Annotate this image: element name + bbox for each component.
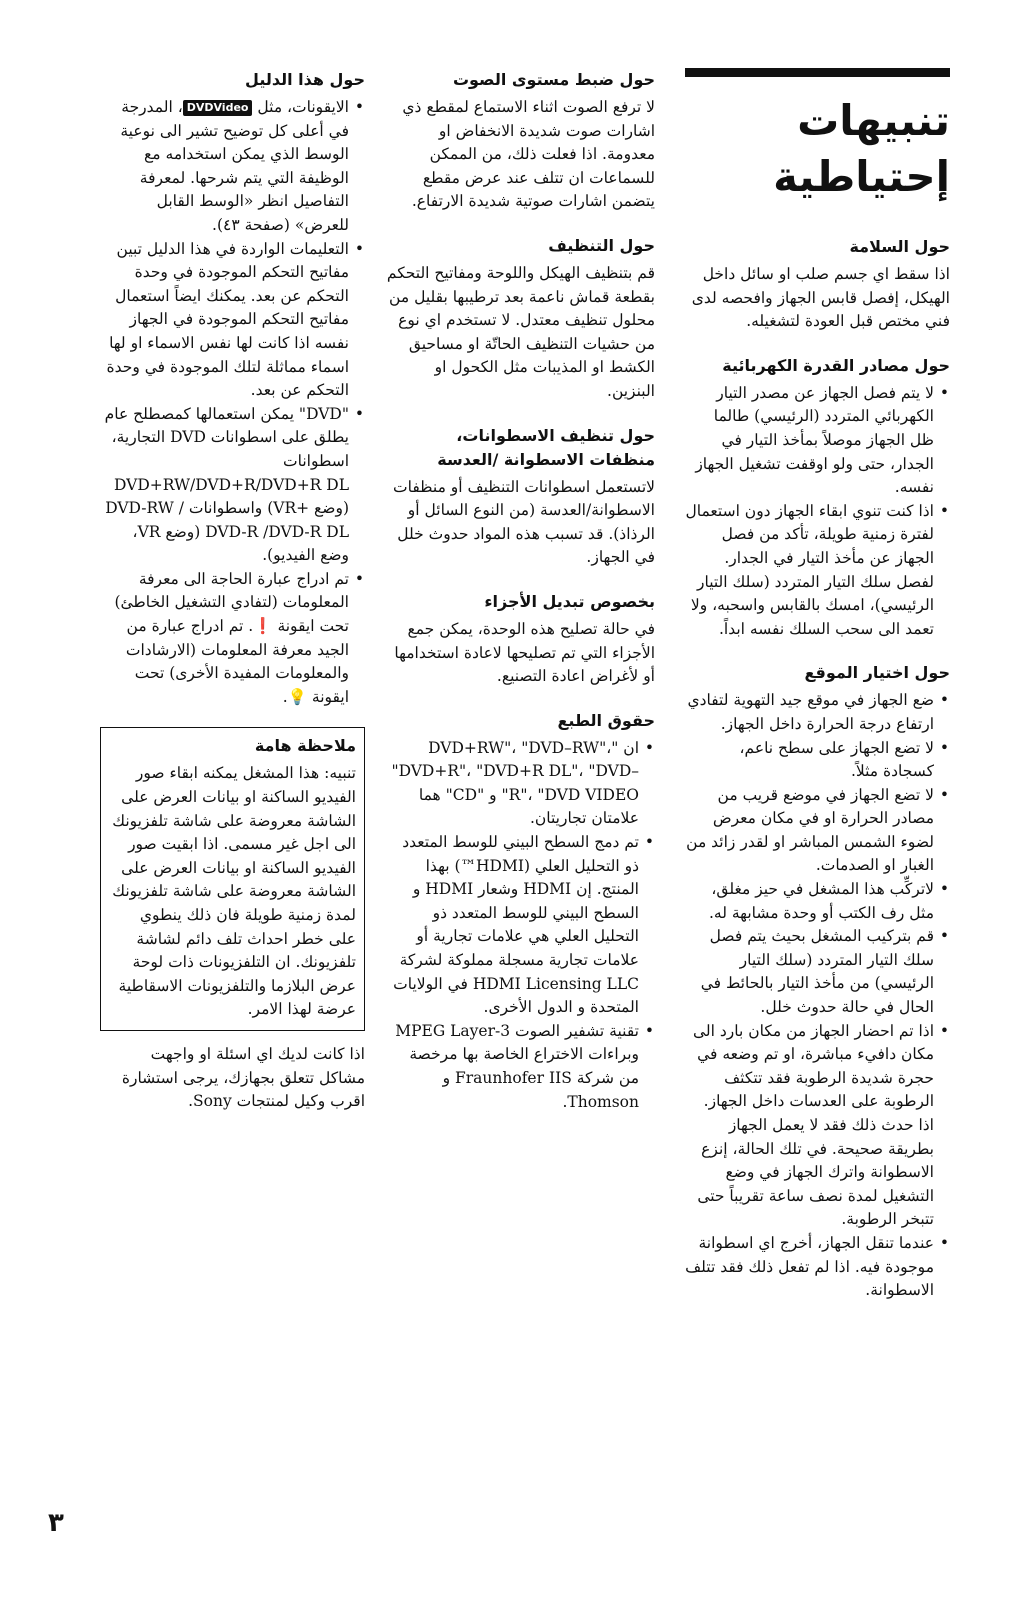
section-volume (385, 68, 655, 214)
disc-cleaning-heading-line1: حول تنظيف الاسطوانات، (456, 425, 655, 445)
section-cleaning (385, 234, 655, 404)
title-rule (685, 68, 950, 77)
guide-item1-post: ، المدرجة في أعلى كل توضيح تشير الى نوعية الوسط الذي يمكن استخدامه مع الوظيفة التي يتم شرحها. لمعرفة التفاصيل انظر «الوسط القابل للعرض» (صفحة ٤٣). (120, 98, 349, 234)
guide-list (100, 96, 365, 709)
list-item: • ان "DVD+RW"، "DVD–RW"، "DVD+R"، "DVD+R DL"، "DVD–R"، "DVD VIDEO" و "CD" هما علامتان تجاريتان. (385, 737, 639, 831)
power-list (685, 382, 950, 642)
column-left (100, 68, 365, 1114)
contact-text: اذا كانت لديك اي اسئلة او واجهت مشاكل تتعلق بجهازك، يرجى استشارة اقرب وكيل لمنتجات Sony. (121, 1044, 365, 1111)
lightbulb-icon: 💡 (287, 687, 307, 706)
disc-cleaning-heading (385, 424, 655, 472)
copyrights-list (385, 737, 655, 1115)
section-guide (100, 68, 365, 709)
important-note-heading: ملاحظة هامة (254, 736, 356, 756)
guide-item1-pre: الايقونات، مثل (257, 98, 349, 116)
parts-heading: بخصوص تبديل الأجزاء (484, 591, 655, 611)
page-title: تنبيهات إحتياطية (773, 96, 950, 201)
list-item: • قم بتركيب المشغل بحيث يتم فصل سلك التيار المتردد (سلك التيار الرئيسي) من مأخذ التيار بالحائط في الحال في حالة حدوث خلل. (685, 925, 934, 1019)
volume-heading: حول ضبط مستوى الصوت (452, 70, 655, 89)
important-note-box (100, 727, 365, 1031)
location-heading: حول اختيار الموقع (804, 663, 950, 683)
list-item: • لا تضع الجهاز على سطح ناعم، كسجادة مثلاً. (685, 737, 934, 784)
guide-item4-pre: تم ادراج عبارة الحاجة الى معرفة المعلومات (لتفادي التشغيل الخاطئ) تحت ايقونة (114, 569, 349, 636)
list-item: • لاتركِّب هذا المشغل في حيز مغلق، مثل رف الكتب أو وحدة مشابهة له. (685, 878, 934, 925)
guide-item4-mid: . تم ادراج عبارة من الجيد معرفة المعلومات (الارشادات والمعلومات المفيدة الأخرى) تحت ايقونة (125, 617, 349, 706)
guide-heading: حول هذا الدليل (245, 70, 365, 89)
volume-text: لا ترفع الصوت اثناء الاستماع لمقطع ذي اشارات صوت شديدة الانخفاض او معدومة. اذا فعلت ذلك، من الممكن للسماعات ان تتلف عند عرض مقطع يتضمن اشارات صوتية شديدة الارتفاع. (402, 98, 655, 211)
guide-item4-post: . (282, 687, 288, 706)
cleaning-heading: حول التنظيف (548, 235, 655, 255)
section-disc-cleaning (385, 424, 655, 570)
section-copyrights (385, 709, 655, 1115)
column-right (685, 68, 950, 1303)
list-item: • لا يتم فصل الجهاز عن مصدر التيار الكهربائي المتردد (الرئيسي) طالما ظل الجهاز موصلاً بمأخذ التيار في الجدار، حتى ولو اوقفت تشغيل الجهاز نفسه. (685, 382, 934, 500)
parts-text: في حالة تصليح هذه الوحدة، يمكن جمع الأجزاء التي تم تصليحها لاعادة استخدامها أو لأغراض اعادة التصنيع. (394, 619, 655, 686)
section-parts (385, 590, 655, 689)
section-power (685, 354, 950, 642)
safety-heading: حول السلامة (849, 237, 950, 256)
list-item (100, 568, 349, 710)
section-location (685, 661, 950, 1302)
list-item: • ضع الجهاز في موقع جيد التهوية لتفادي ارتفاع درجة الحرارة داخل الجهاز. (685, 689, 934, 736)
copyrights-heading: حقوق الطبع (557, 710, 655, 730)
important-note-text: تنبيه: هذا المشغل يمكنه ابقاء صور الفيديو الساكنة او بيانات العرض على الشاشة معروضة على شاشة تلفزيونك الى اجل غير مسمى. اذا ابقيت صور الفيديو الساكنة او بيانات العرض على الشاشة معروضة على شاشة تلفزيونك لمدة زمنية طويلة فان ذلك ينطوي على خطر احداث تلف دائم لشاشة تلفزيونك. ان التلفزيونات ذات لوحة عرض البلازما والتلفزيونات الاسقاطية عرضة لهذا الامر. (112, 764, 356, 1019)
list-item: • التعليمات الواردة في هذا الدليل تبين مفاتيح التحكم الموجودة في وحدة التحكم عن بعد. يمكنك ايضاً استعمال مفاتيح التحكم الموجودة في الجهاز نفسه اذا كانت لها نفس الاسماء او لها اسماء مماثلة لتلك الموجودة في وحدة التحكم عن بعد. (100, 238, 349, 403)
list-item: • تم دمج السطح البيني للوسط المتعدد ذو التحليل العلي (HDMI™) بهذا المنتج. إن HDMI وشعار HDMI و السطح البيني للوسط المتعدد ذو التحليل العلي هي علامات تجارية أو علامات تجارية مسجلة مملوكة لشركة HDMI Licensing LLC في الولايات المتحدة و الدول الأخرى. (385, 831, 639, 1020)
safety-text: اذا سقط اي جسم صلب او سائل داخل الهيكل، إفصل قابس الجهاز وافحصه لدى فني مختص قبل العودة لتشغيله. (691, 265, 950, 331)
disc-cleaning-heading-line2: منظفات الاسطوانة /العدسة (437, 449, 655, 469)
column-middle (385, 68, 655, 1114)
location-list (685, 689, 950, 1302)
list-item: • "DVD" يمكن استعمالها كمصطلح عام يطلق على اسطوانات DVD التجارية، اسطوانات DVD+RW/DVD+R/DVD+R DL (وضع +VR) واسطوانات DVD-RW / DVD-R /DVD-R DL (وضع VR، وضع الفيديو). (100, 403, 349, 568)
caution-icon: ❗ (253, 617, 273, 636)
list-item (100, 96, 349, 238)
list-item: • عندما تنقل الجهاز، أخرج اي اسطوانة موجودة فيه. اذا لم تفعل ذلك فقد تتلف الاسطوانة. (685, 1232, 934, 1303)
section-safety (685, 235, 950, 334)
list-item: • تقنية تشفير الصوت MPEG Layer-3 وبراءات الاختراع الخاصة بها مرخصة من شركة Fraunhofer IIS و Thomson. (385, 1020, 639, 1114)
list-item: • اذا كنت تنوي ابقاء الجهاز دون استعمال لفترة زمنية طويلة، تأكد من فصل الجهاز عن مأخذ التيار في الجدار. لفصل سلك التيار المتردد (سلك التيار الرئيسي)، امسك بالقابس واسحبه، ولا تعمد الى سحب السلك نفسه ابداً. (685, 500, 934, 642)
power-heading: حول مصادر القدرة الكهربائية (722, 355, 950, 375)
cleaning-text: قم بتنظيف الهيكل واللوحة ومفاتيح التحكم بقطعة قماش ناعمة بعد ترطيبها بقليل من محلول تنظيف معتدل. لا تستخدم اي نوع من حشيات التنظيف الحاتّة او مساحيق الكشط او المذيبات مثل الكحول او البنزين. (386, 263, 655, 400)
disc-cleaning-text: لاتستعمل اسطوانات التنظيف أو منظفات الاسطوانة/العدسة (من النوع السائل أو الرذاذ). قد تسبب هذه المواد حدوث خلل في الجهاز. (393, 477, 655, 567)
list-item: • لا تضع الجهاز في موضع قريب من مصادر الحرارة او في مكان معرض لضوء الشمس المباشر او لقدر زائد من الغبار او الصدمات. (685, 784, 934, 878)
dvd-video-icon: DVDVideo (183, 100, 253, 116)
list-item: • اذا تم احضار الجهاز من مكان بارد الى مكان دافيء مباشرة، او تم وضعه في حجرة شديدة الرطوبة فقد تتكثف الرطوبة على العدسات داخل الجهاز. اذا حدث ذلك فقد لا يعمل الجهاز بطريقة صحيحة. في تلك الحالة، إنزع الاسطوانة واترك الجهاز في وضع التشغيل لمدة نصف ساعة تقريباً حتى تتبخر الرطوبة. (685, 1020, 934, 1232)
page-number: ٣ (48, 1508, 64, 1538)
